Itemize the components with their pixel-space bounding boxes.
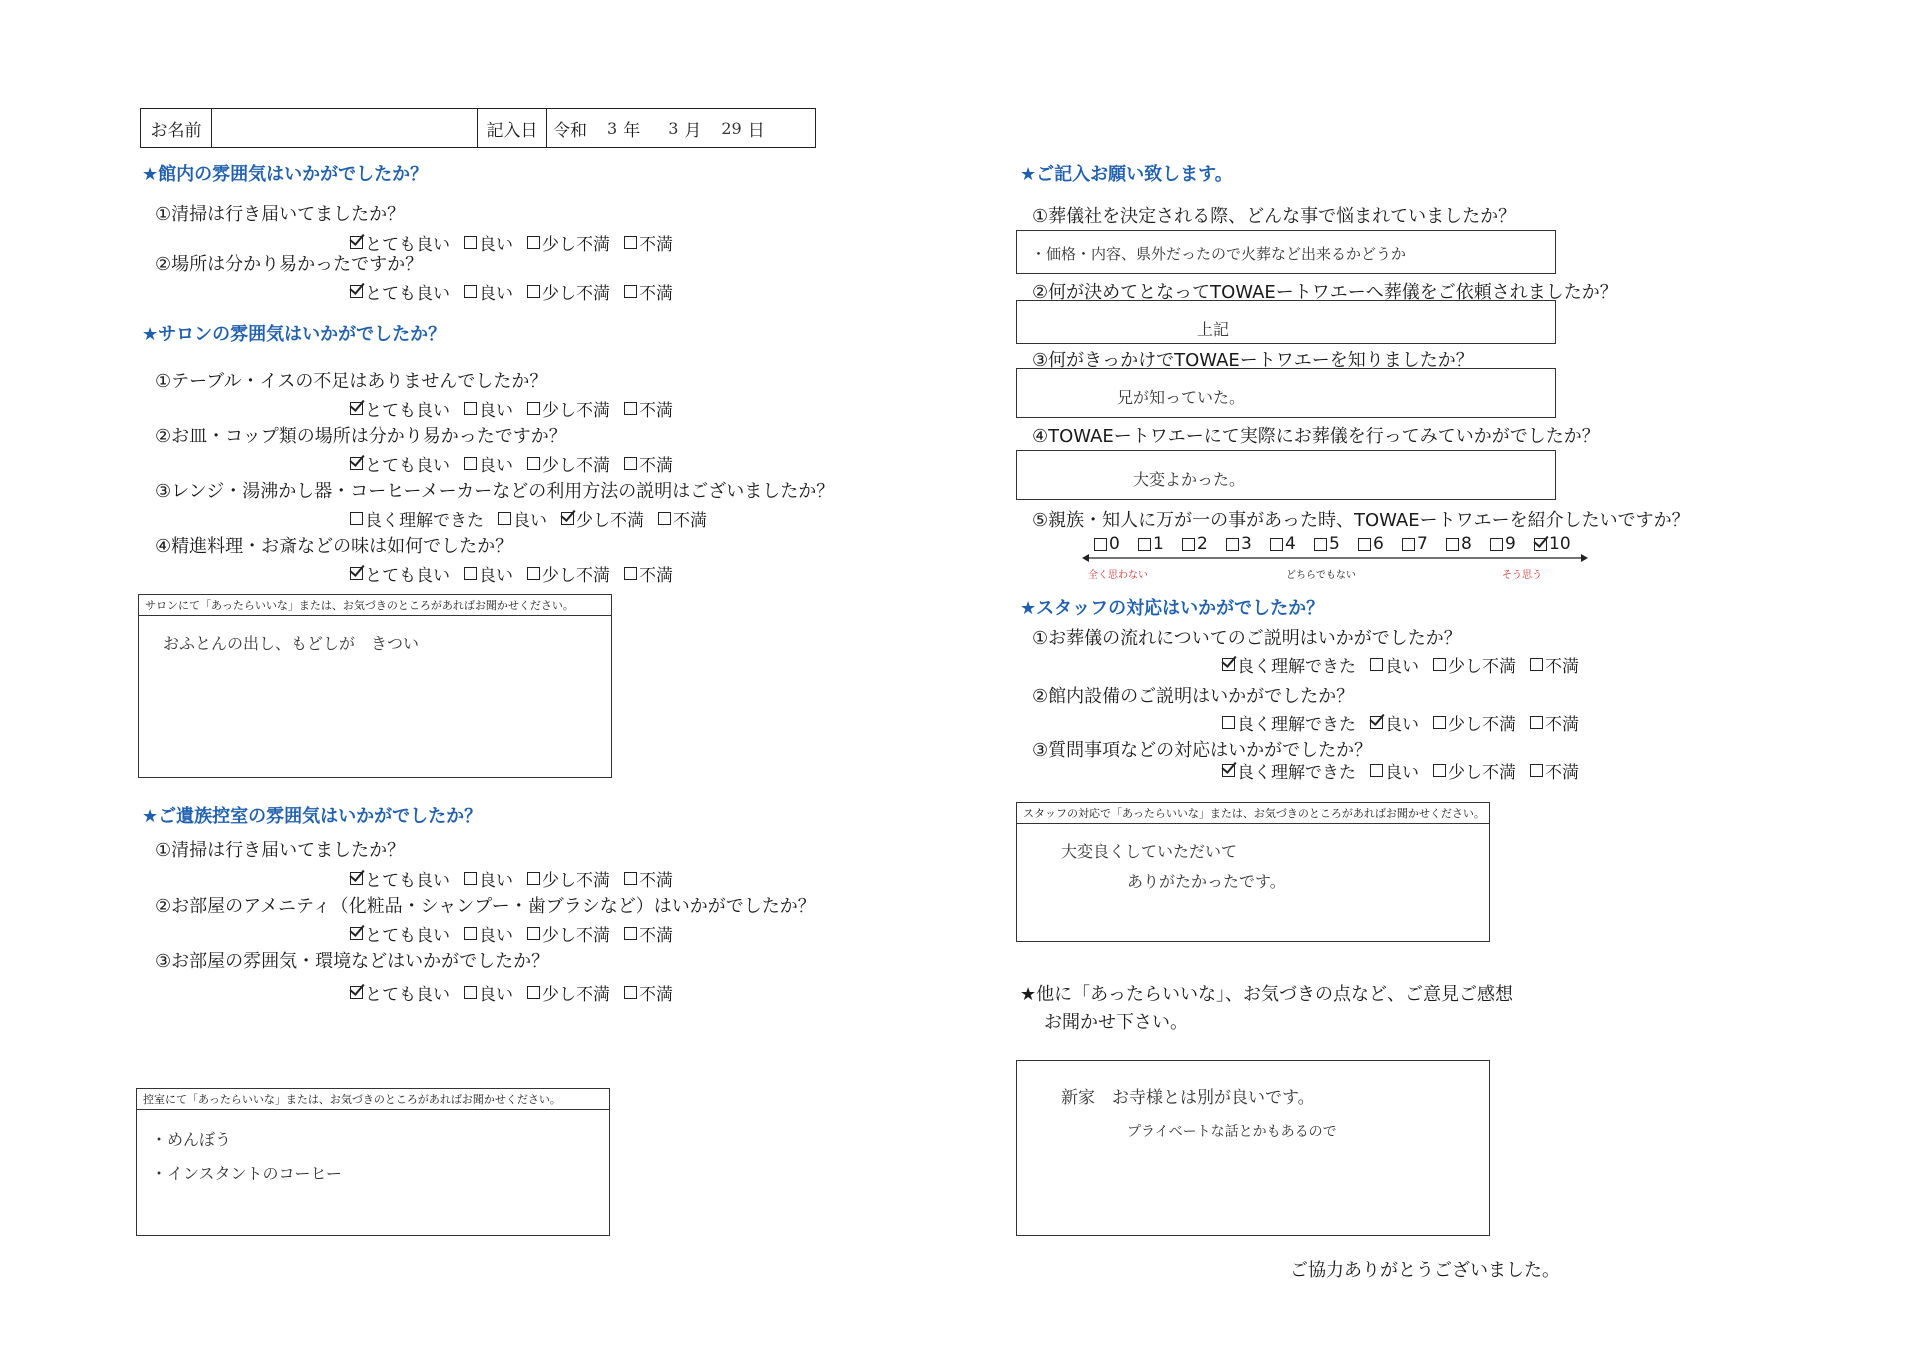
checkbox-icon[interactable] <box>464 236 477 249</box>
option[interactable] <box>350 561 450 586</box>
scale-option[interactable] <box>1226 534 1270 554</box>
option-label: とても良い <box>365 235 450 255</box>
comment-header: スタッフの対応で「あったらいいな」または、お気づきのところがあればお聞かせください。 <box>1017 803 1489 824</box>
option-label: とても良い <box>365 985 450 1005</box>
section-title-salon: ★サロンの雰囲気はいかがでしたか？ <box>142 324 447 345</box>
checkbox-icon[interactable] <box>527 872 540 885</box>
name-label: お名前 <box>141 109 212 147</box>
option-label: 少し不満 <box>542 401 610 421</box>
option[interactable] <box>1370 652 1419 677</box>
scale-value: 5 <box>1329 534 1340 554</box>
option-label: 少し不満 <box>542 566 610 586</box>
option[interactable] <box>624 451 673 476</box>
option[interactable] <box>1370 710 1419 735</box>
options-row <box>350 396 687 421</box>
option[interactable] <box>350 866 450 891</box>
checked-box-icon[interactable] <box>350 457 363 470</box>
checkbox-icon[interactable] <box>527 236 540 249</box>
waiting-room-comment-box[interactable] <box>136 1088 610 1236</box>
answer-text: 上記 <box>1197 320 1230 339</box>
day-value: 29 <box>721 118 742 138</box>
option[interactable] <box>464 561 513 586</box>
option-label: 不満 <box>639 926 673 946</box>
scale-option[interactable] <box>1094 534 1138 554</box>
option[interactable] <box>464 396 513 421</box>
option-label: 少し不満 <box>542 456 610 476</box>
answer-text: ・価格・内容、県外だったので火葬など出来るかどうか <box>1031 245 1407 263</box>
comment-line: 新家 お寺様とは別が良いです。 <box>1061 1088 1315 1108</box>
scale-option[interactable] <box>1402 534 1446 554</box>
checkbox-icon[interactable] <box>1226 538 1239 551</box>
checked-box-icon[interactable] <box>350 402 363 415</box>
option-label: 良い <box>479 284 513 304</box>
scale-option[interactable] <box>1138 534 1182 554</box>
checkbox-icon[interactable] <box>527 567 540 580</box>
scale-value: 8 <box>1461 534 1472 554</box>
era: 令和 <box>553 120 587 141</box>
option[interactable] <box>498 506 547 531</box>
option-label: 良く理解できた <box>365 511 484 531</box>
checkbox-icon[interactable] <box>624 236 637 249</box>
option[interactable] <box>1222 652 1356 677</box>
scale-arrow <box>1082 553 1588 563</box>
option-label: 良い <box>479 985 513 1005</box>
question-text: ⑤親族・知人に万が一の事があった時、TOWAEートワエーを紹介したいですか？ <box>1032 510 1690 531</box>
option[interactable] <box>1370 758 1419 783</box>
checkbox-icon[interactable] <box>1094 538 1107 551</box>
checkbox-icon[interactable] <box>1490 538 1503 551</box>
option-label: 良い <box>479 235 513 255</box>
option[interactable] <box>350 279 450 304</box>
checked-box-icon[interactable] <box>350 872 363 885</box>
question-text: ①お葬儀の流れについてのご説明はいかがでしたか？ <box>1032 628 1462 649</box>
scale-value: 2 <box>1197 534 1208 554</box>
option-label: 少し不満 <box>1448 763 1516 783</box>
option[interactable] <box>527 980 610 1005</box>
section-title-venue: ★館内の雰囲気はいかがでしたか？ <box>142 164 429 185</box>
other-comments-title-2: お聞かせ下さい。 <box>1044 1012 1188 1033</box>
options-row <box>1222 652 1593 677</box>
question-text: ③質問事項などの対応はいかがでしたか？ <box>1032 740 1373 761</box>
checkbox-icon[interactable] <box>1358 538 1371 551</box>
option-label: 良い <box>1385 763 1419 783</box>
checked-box-icon[interactable] <box>1222 764 1235 777</box>
scale-value: 6 <box>1373 534 1384 554</box>
checked-box-icon[interactable] <box>561 512 574 525</box>
option[interactable] <box>527 921 610 946</box>
option[interactable] <box>464 921 513 946</box>
scale-option[interactable] <box>1490 534 1534 554</box>
option[interactable] <box>464 980 513 1005</box>
checkbox-icon[interactable] <box>624 927 637 940</box>
options-row <box>350 980 687 1005</box>
section-title-request: ★ご記入お願い致します。 <box>1020 164 1233 185</box>
option-label: 少し不満 <box>1448 715 1516 735</box>
option-label: 不満 <box>1545 657 1579 677</box>
checkbox-icon[interactable] <box>527 457 540 470</box>
option-label: 少し不満 <box>542 284 610 304</box>
checkbox-icon[interactable] <box>1530 716 1543 729</box>
question-text: ④TOWAEートワエーにて実際にお葬儀を行ってみていかがでしたか？ <box>1032 426 1600 447</box>
comment-text: おふとんの出し、もどしが きつい <box>163 634 420 653</box>
question-text: ③何がきっかけでTOWAEートワエーを知りましたか？ <box>1032 350 1474 371</box>
date-field[interactable] <box>547 109 815 147</box>
options-row <box>350 506 721 531</box>
scale-mid-label: どちらでもない <box>1286 570 1356 581</box>
option-label: 良い <box>479 926 513 946</box>
section-title-waiting-room: ★ご遺族控室の雰囲気はいかがでしたか？ <box>142 806 483 827</box>
option-label: 不満 <box>1545 715 1579 735</box>
checkbox-icon[interactable] <box>658 512 671 525</box>
option-label: 良い <box>1385 715 1419 735</box>
scale-option[interactable] <box>1358 534 1402 554</box>
option[interactable] <box>464 279 513 304</box>
staff-comment-box[interactable] <box>1016 802 1490 942</box>
option[interactable] <box>350 451 450 476</box>
option-label: とても良い <box>365 456 450 476</box>
checked-box-icon[interactable] <box>350 927 363 940</box>
checkbox-icon[interactable] <box>1370 658 1383 671</box>
option-label: 不満 <box>673 511 707 531</box>
options-row <box>350 866 687 891</box>
option-label: とても良い <box>365 284 450 304</box>
scale-value: 4 <box>1285 534 1296 554</box>
option-label: 不満 <box>639 235 673 255</box>
option[interactable] <box>350 396 450 421</box>
option[interactable] <box>624 561 673 586</box>
other-comments-title: ★他に「あったらいいな」、お気づきの点など、ご意見ご感想 <box>1020 984 1513 1005</box>
option[interactable] <box>658 506 707 531</box>
scale-option[interactable] <box>1314 534 1358 554</box>
question-text: ①清掃は行き届いてましたか？ <box>155 840 406 861</box>
checkbox-icon[interactable] <box>527 285 540 298</box>
option[interactable] <box>1222 710 1356 735</box>
salon-comment-box[interactable] <box>138 594 612 778</box>
checkbox-icon[interactable] <box>464 402 477 415</box>
checkbox-icon[interactable] <box>624 457 637 470</box>
checkbox-icon[interactable] <box>624 567 637 580</box>
other-comments-box[interactable] <box>1016 1060 1490 1236</box>
question-text: ③お部屋の雰囲気・環境などはいかがでしたか？ <box>155 951 550 972</box>
date-label: 記入日 <box>478 109 547 147</box>
options-row <box>350 921 687 946</box>
option[interactable] <box>464 230 513 255</box>
option[interactable] <box>527 451 610 476</box>
answer-text: 大変よかった。 <box>1133 470 1246 489</box>
checkbox-icon[interactable] <box>350 512 363 525</box>
month-value: 3 <box>668 118 679 138</box>
comment-line: 大変良くしていただいて <box>1061 842 1238 861</box>
checkbox-icon[interactable] <box>464 567 477 580</box>
option[interactable] <box>350 980 450 1005</box>
checked-box-icon[interactable] <box>1370 716 1383 729</box>
question-text: ②場所は分かり易かったですか？ <box>155 254 424 275</box>
scale-value: 9 <box>1505 534 1516 554</box>
question-text: ②何が決めてとなってTOWAEートワエーへ葬儀をご依頼されましたか？ <box>1032 282 1618 303</box>
option[interactable] <box>527 866 610 891</box>
options-row <box>350 279 687 304</box>
option[interactable] <box>1433 758 1516 783</box>
checkbox-icon[interactable] <box>1433 658 1446 671</box>
checkbox-icon[interactable] <box>1138 538 1151 551</box>
option[interactable] <box>464 451 513 476</box>
checkbox-icon[interactable] <box>464 927 477 940</box>
option[interactable] <box>1433 652 1516 677</box>
option-label: 良い <box>479 401 513 421</box>
scale-low-label: 全く思わない <box>1088 570 1148 581</box>
checkbox-icon[interactable] <box>1446 538 1459 551</box>
option-label: 良く理解できた <box>1237 657 1356 677</box>
comment-line: ・インスタントのコーヒー <box>151 1164 342 1183</box>
answer-text: 兄が知っていた。 <box>1117 388 1246 407</box>
option-label: 不満 <box>639 871 673 891</box>
option-label: 良く理解できた <box>1237 715 1356 735</box>
checkbox-icon[interactable] <box>464 986 477 999</box>
checkbox-icon[interactable] <box>1530 658 1543 671</box>
scale-value: 0 <box>1109 534 1120 554</box>
options-row <box>350 561 687 586</box>
option[interactable] <box>624 980 673 1005</box>
scale-option[interactable] <box>1534 534 1578 554</box>
checked-box-icon[interactable] <box>1222 658 1235 671</box>
day-unit: 日 <box>747 120 765 141</box>
checkbox-icon[interactable] <box>498 512 511 525</box>
checkbox-icon[interactable] <box>1270 538 1283 551</box>
option-label: 少し不満 <box>542 235 610 255</box>
checked-box-icon[interactable] <box>350 236 363 249</box>
question-text: ③レンジ・湯沸かし器・コーヒーメーカーなどの利用方法の説明はございましたか？ <box>155 481 835 502</box>
checkbox-icon[interactable] <box>624 986 637 999</box>
comment-line: ありがたかったです。 <box>1127 872 1286 891</box>
option[interactable] <box>1530 652 1579 677</box>
scale-value: 7 <box>1417 534 1428 554</box>
checkbox-icon[interactable] <box>1402 538 1415 551</box>
question-text: ①葬儀社を決定される際、どんな事で悩まれていましたか？ <box>1032 206 1517 227</box>
options-row <box>1222 710 1593 735</box>
option[interactable] <box>624 230 673 255</box>
checkbox-icon[interactable] <box>1314 538 1327 551</box>
year-value: 3 <box>607 118 618 138</box>
option-label: とても良い <box>365 871 450 891</box>
checkbox-icon[interactable] <box>1182 538 1195 551</box>
recommend-scale <box>1094 534 1578 554</box>
option-label: 少し不満 <box>542 985 610 1005</box>
option[interactable] <box>527 230 610 255</box>
options-row <box>350 451 687 476</box>
checkbox-icon[interactable] <box>624 872 637 885</box>
checkbox-icon[interactable] <box>527 927 540 940</box>
option-label: 不満 <box>1545 763 1579 783</box>
option[interactable] <box>527 561 610 586</box>
option-label: 良い <box>513 511 547 531</box>
option-label: 不満 <box>639 456 673 476</box>
option[interactable] <box>624 866 673 891</box>
option[interactable] <box>527 396 610 421</box>
option[interactable] <box>350 921 450 946</box>
question-text: ④精進料理・お斎などの味は如何でしたか？ <box>155 536 514 557</box>
option-label: 少し不満 <box>576 511 644 531</box>
checked-box-icon[interactable] <box>350 567 363 580</box>
name-field[interactable] <box>212 109 478 147</box>
section-title-staff: ★スタッフの対応はいかがでしたか？ <box>1020 598 1325 619</box>
checkbox-icon[interactable] <box>464 457 477 470</box>
question-text: ①テーブル・イスの不足はありませんでしたか？ <box>155 371 548 392</box>
option[interactable] <box>1530 758 1579 783</box>
scale-value: 1 <box>1153 534 1164 554</box>
checkbox-icon[interactable] <box>1433 764 1446 777</box>
checked-box-icon[interactable] <box>350 986 363 999</box>
comment-line: プライベートな話とかもあるので <box>1127 1124 1337 1140</box>
scale-value: 3 <box>1241 534 1252 554</box>
option[interactable] <box>1433 710 1516 735</box>
question-text: ②お皿・コップ類の場所は分かり易かったですか？ <box>155 426 567 447</box>
question-text: ②館内設備のご説明はいかがでしたか？ <box>1032 686 1355 707</box>
comment-header: サロンにて「あったらいいな」または、お気づきのところがあればお聞かせください。 <box>139 595 611 616</box>
option[interactable] <box>350 506 484 531</box>
option-label: 良い <box>1385 657 1419 677</box>
option[interactable] <box>1222 758 1356 783</box>
checked-box-icon[interactable] <box>350 285 363 298</box>
checkbox-icon[interactable] <box>527 402 540 415</box>
option-label: 少し不満 <box>542 926 610 946</box>
answer-box[interactable] <box>1016 450 1556 500</box>
option[interactable] <box>561 506 644 531</box>
checkbox-icon[interactable] <box>1370 764 1383 777</box>
option-label: 不満 <box>639 401 673 421</box>
options-row <box>1222 758 1593 783</box>
checkbox-icon[interactable] <box>464 285 477 298</box>
option[interactable] <box>624 396 673 421</box>
option[interactable] <box>464 866 513 891</box>
footer-thanks: ご協力ありがとうございました。 <box>1290 1260 1560 1281</box>
option-label: 良い <box>479 456 513 476</box>
scale-high-label: そう思う <box>1502 570 1542 581</box>
scale-option[interactable] <box>1182 534 1226 554</box>
checkbox-icon[interactable] <box>624 402 637 415</box>
checkbox-icon[interactable] <box>1222 716 1235 729</box>
option-label: 良い <box>479 871 513 891</box>
scale-option[interactable] <box>1446 534 1490 554</box>
question-text: ②お部屋のアメニティ（化粧品・シャンプー・歯ブラシなど）はいかがでしたか？ <box>155 896 816 917</box>
option[interactable] <box>624 279 673 304</box>
year-unit: 年 <box>623 120 641 141</box>
answer-box[interactable] <box>1016 300 1556 344</box>
checkbox-icon[interactable] <box>1530 764 1543 777</box>
option-label: 不満 <box>639 566 673 586</box>
month-unit: 月 <box>684 120 702 141</box>
question-text: ①清掃は行き届いてましたか？ <box>155 204 406 225</box>
option-label: 良い <box>479 566 513 586</box>
option-label: 不満 <box>639 284 673 304</box>
checkbox-icon[interactable] <box>624 285 637 298</box>
scale-option[interactable] <box>1270 534 1314 554</box>
option[interactable] <box>1530 710 1579 735</box>
option-label: 良く理解できた <box>1237 763 1356 783</box>
answer-box[interactable] <box>1016 230 1556 274</box>
comment-header: 控室にて「あったらいいな」または、お気づきのところがあればお聞かせください。 <box>137 1089 609 1110</box>
option-label: とても良い <box>365 401 450 421</box>
checkbox-icon[interactable] <box>1433 716 1446 729</box>
option-label: とても良い <box>365 566 450 586</box>
option-label: 少し不満 <box>542 871 610 891</box>
checkbox-icon[interactable] <box>527 986 540 999</box>
option-label: とても良い <box>365 926 450 946</box>
header-table <box>140 108 816 148</box>
checked-box-icon[interactable] <box>1534 538 1547 551</box>
option-label: 不満 <box>639 985 673 1005</box>
comment-line: ・めんぼう <box>151 1130 232 1149</box>
answer-box[interactable] <box>1016 368 1556 418</box>
checkbox-icon[interactable] <box>464 872 477 885</box>
option[interactable] <box>624 921 673 946</box>
option[interactable] <box>527 279 610 304</box>
scale-value: 10 <box>1549 534 1571 554</box>
option-label: 少し不満 <box>1448 657 1516 677</box>
